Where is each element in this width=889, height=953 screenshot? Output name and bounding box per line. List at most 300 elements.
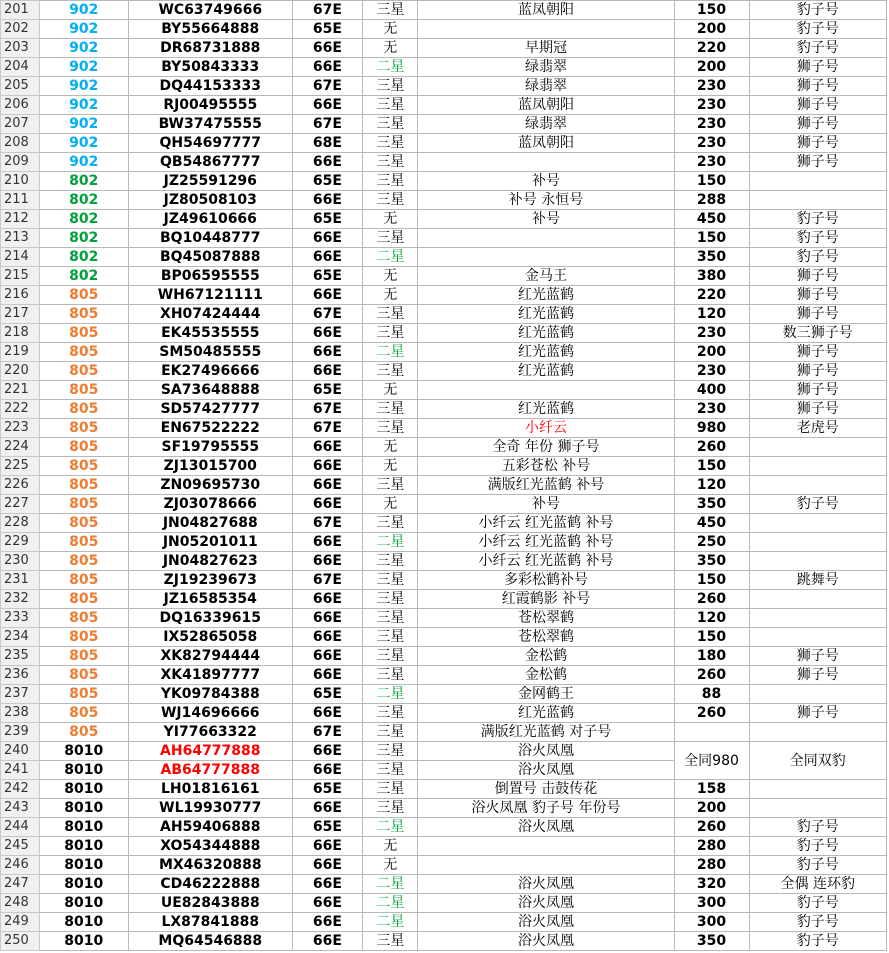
star-cell[interactable]: 三星 xyxy=(363,77,418,96)
edition-cell[interactable]: 67E xyxy=(292,305,363,324)
description-cell[interactable] xyxy=(418,20,674,39)
serial-cell[interactable]: EN67522222 xyxy=(129,419,292,438)
price-cell[interactable]: 230 xyxy=(674,400,749,419)
row-number[interactable]: 227 xyxy=(1,495,40,514)
row-number[interactable]: 228 xyxy=(1,514,40,533)
edition-cell[interactable]: 66E xyxy=(292,875,363,894)
serial-cell[interactable]: XH07424444 xyxy=(129,305,292,324)
serial-cell[interactable]: JZ16585354 xyxy=(129,590,292,609)
serial-cell[interactable]: JN04827688 xyxy=(129,514,292,533)
description-cell[interactable]: 全奇 年份 狮子号 xyxy=(418,438,674,457)
prefix-cell[interactable]: 902 xyxy=(39,96,129,115)
price-cell[interactable]: 350 xyxy=(674,495,749,514)
category-cell[interactable] xyxy=(749,552,886,571)
edition-cell[interactable]: 66E xyxy=(292,495,363,514)
description-cell[interactable]: 苍松翠鹤 xyxy=(418,609,674,628)
row-number[interactable]: 210 xyxy=(1,172,40,191)
serial-cell[interactable]: YI77663322 xyxy=(129,723,292,742)
category-cell[interactable] xyxy=(749,476,886,495)
row-number[interactable]: 229 xyxy=(1,533,40,552)
edition-cell[interactable]: 65E xyxy=(292,267,363,286)
edition-cell[interactable]: 66E xyxy=(292,324,363,343)
serial-cell[interactable]: JN04827623 xyxy=(129,552,292,571)
price-cell[interactable]: 158 xyxy=(674,780,749,799)
prefix-cell[interactable]: 902 xyxy=(39,39,129,58)
price-cell[interactable]: 450 xyxy=(674,514,749,533)
price-cell[interactable]: 260 xyxy=(674,438,749,457)
star-cell[interactable]: 三星 xyxy=(363,799,418,818)
star-cell[interactable]: 二星 xyxy=(363,913,418,932)
category-cell[interactable]: 豹子号 xyxy=(749,913,886,932)
description-cell[interactable]: 金松鹤 xyxy=(418,666,674,685)
category-cell[interactable]: 老虎号 xyxy=(749,419,886,438)
serial-cell[interactable]: DQ16339615 xyxy=(129,609,292,628)
price-cell[interactable]: 220 xyxy=(674,39,749,58)
price-cell[interactable]: 300 xyxy=(674,894,749,913)
price-cell[interactable]: 288 xyxy=(674,191,749,210)
row-number[interactable]: 238 xyxy=(1,704,40,723)
edition-cell[interactable]: 66E xyxy=(292,837,363,856)
category-cell[interactable] xyxy=(749,191,886,210)
edition-cell[interactable]: 65E xyxy=(292,818,363,837)
description-cell[interactable]: 浴火凤凰 xyxy=(418,875,674,894)
prefix-cell[interactable]: 805 xyxy=(39,685,129,704)
star-cell[interactable]: 三星 xyxy=(363,742,418,761)
row-number[interactable]: 216 xyxy=(1,286,40,305)
category-cell[interactable] xyxy=(749,628,886,647)
serial-cell[interactable]: JZ49610666 xyxy=(129,210,292,229)
price-cell[interactable]: 320 xyxy=(674,875,749,894)
price-cell[interactable]: 150 xyxy=(674,229,749,248)
edition-cell[interactable]: 65E xyxy=(292,780,363,799)
edition-cell[interactable]: 66E xyxy=(292,476,363,495)
category-cell[interactable]: 豹子号 xyxy=(749,248,886,267)
price-cell[interactable]: 150 xyxy=(674,172,749,191)
category-cell[interactable] xyxy=(749,590,886,609)
row-number[interactable]: 230 xyxy=(1,552,40,571)
row-number[interactable]: 250 xyxy=(1,932,40,951)
edition-cell[interactable]: 65E xyxy=(292,685,363,704)
star-cell[interactable]: 三星 xyxy=(363,571,418,590)
edition-cell[interactable]: 66E xyxy=(292,438,363,457)
price-cell[interactable]: 350 xyxy=(674,552,749,571)
edition-cell[interactable]: 66E xyxy=(292,153,363,172)
description-cell[interactable] xyxy=(418,153,674,172)
serial-cell[interactable]: QH54697777 xyxy=(129,134,292,153)
prefix-cell[interactable]: 802 xyxy=(39,210,129,229)
price-cell[interactable]: 380 xyxy=(674,267,749,286)
serial-cell[interactable]: ZJ19239673 xyxy=(129,571,292,590)
description-cell[interactable]: 浴火凤凰 xyxy=(418,932,674,951)
price-cell[interactable]: 全同980 xyxy=(674,742,749,780)
serial-cell[interactable]: JZ80508103 xyxy=(129,191,292,210)
star-cell[interactable]: 二星 xyxy=(363,875,418,894)
description-cell[interactable]: 绿翡翠 xyxy=(418,115,674,134)
star-cell[interactable]: 三星 xyxy=(363,305,418,324)
row-number[interactable]: 203 xyxy=(1,39,40,58)
edition-cell[interactable]: 66E xyxy=(292,894,363,913)
star-cell[interactable]: 三星 xyxy=(363,609,418,628)
category-cell[interactable]: 豹子号 xyxy=(749,894,886,913)
serial-cell[interactable]: SM50485555 xyxy=(129,343,292,362)
row-number[interactable]: 247 xyxy=(1,875,40,894)
price-cell[interactable]: 230 xyxy=(674,115,749,134)
star-cell[interactable]: 三星 xyxy=(363,324,418,343)
star-cell[interactable]: 三星 xyxy=(363,191,418,210)
description-cell[interactable] xyxy=(418,248,674,267)
row-number[interactable]: 211 xyxy=(1,191,40,210)
category-cell[interactable]: 狮子号 xyxy=(749,305,886,324)
prefix-cell[interactable]: 805 xyxy=(39,571,129,590)
description-cell[interactable]: 蓝凤朝阳 xyxy=(418,1,674,20)
edition-cell[interactable]: 66E xyxy=(292,932,363,951)
edition-cell[interactable]: 67E xyxy=(292,400,363,419)
category-cell[interactable]: 全同双豹 xyxy=(749,742,886,780)
row-number[interactable]: 208 xyxy=(1,134,40,153)
edition-cell[interactable]: 65E xyxy=(292,210,363,229)
prefix-cell[interactable]: 805 xyxy=(39,495,129,514)
prefix-cell[interactable]: 805 xyxy=(39,666,129,685)
serial-cell[interactable]: AB64777888 xyxy=(129,761,292,780)
edition-cell[interactable]: 66E xyxy=(292,248,363,267)
star-cell[interactable]: 三星 xyxy=(363,932,418,951)
prefix-cell[interactable]: 805 xyxy=(39,514,129,533)
price-cell[interactable]: 120 xyxy=(674,609,749,628)
description-cell[interactable]: 红光蓝鹤 xyxy=(418,305,674,324)
serial-cell[interactable]: EK45535555 xyxy=(129,324,292,343)
serial-cell[interactable]: BY55664888 xyxy=(129,20,292,39)
star-cell[interactable]: 三星 xyxy=(363,134,418,153)
price-cell[interactable]: 450 xyxy=(674,210,749,229)
row-number[interactable]: 232 xyxy=(1,590,40,609)
star-cell[interactable]: 三星 xyxy=(363,628,418,647)
serial-cell[interactable]: LX87841888 xyxy=(129,913,292,932)
star-cell[interactable]: 三星 xyxy=(363,647,418,666)
row-number[interactable]: 202 xyxy=(1,20,40,39)
edition-cell[interactable]: 67E xyxy=(292,77,363,96)
price-cell[interactable]: 220 xyxy=(674,286,749,305)
serial-cell[interactable]: XK82794444 xyxy=(129,647,292,666)
row-number[interactable]: 243 xyxy=(1,799,40,818)
star-cell[interactable]: 无 xyxy=(363,381,418,400)
category-cell[interactable] xyxy=(749,609,886,628)
edition-cell[interactable]: 65E xyxy=(292,172,363,191)
edition-cell[interactable]: 66E xyxy=(292,39,363,58)
description-cell[interactable]: 补号 xyxy=(418,172,674,191)
prefix-cell[interactable]: 8010 xyxy=(39,913,129,932)
row-number[interactable]: 231 xyxy=(1,571,40,590)
category-cell[interactable]: 狮子号 xyxy=(749,666,886,685)
row-number[interactable]: 214 xyxy=(1,248,40,267)
description-cell[interactable]: 浴火凤凰 豹子号 年份号 xyxy=(418,799,674,818)
price-cell[interactable]: 200 xyxy=(674,20,749,39)
prefix-cell[interactable]: 8010 xyxy=(39,894,129,913)
description-cell[interactable]: 金马王 xyxy=(418,267,674,286)
prefix-cell[interactable]: 902 xyxy=(39,77,129,96)
price-cell[interactable]: 88 xyxy=(674,685,749,704)
star-cell[interactable]: 无 xyxy=(363,20,418,39)
prefix-cell[interactable]: 802 xyxy=(39,229,129,248)
prefix-cell[interactable]: 805 xyxy=(39,438,129,457)
description-cell[interactable]: 红光蓝鹤 xyxy=(418,400,674,419)
row-number[interactable]: 236 xyxy=(1,666,40,685)
prefix-cell[interactable]: 802 xyxy=(39,248,129,267)
description-cell[interactable]: 浴火凤凰 xyxy=(418,818,674,837)
category-cell[interactable]: 狮子号 xyxy=(749,704,886,723)
category-cell[interactable]: 数三狮子号 xyxy=(749,324,886,343)
star-cell[interactable]: 无 xyxy=(363,495,418,514)
description-cell[interactable] xyxy=(418,229,674,248)
price-cell[interactable]: 150 xyxy=(674,628,749,647)
category-cell[interactable]: 跳舞号 xyxy=(749,571,886,590)
price-cell[interactable]: 200 xyxy=(674,799,749,818)
serial-cell[interactable]: EK27496666 xyxy=(129,362,292,381)
row-number[interactable]: 234 xyxy=(1,628,40,647)
prefix-cell[interactable]: 805 xyxy=(39,476,129,495)
serial-cell[interactable]: LH01816161 xyxy=(129,780,292,799)
row-number[interactable]: 218 xyxy=(1,324,40,343)
row-number[interactable]: 246 xyxy=(1,856,40,875)
price-cell[interactable]: 980 xyxy=(674,419,749,438)
prefix-cell[interactable]: 805 xyxy=(39,419,129,438)
prefix-cell[interactable]: 8010 xyxy=(39,856,129,875)
price-cell[interactable]: 260 xyxy=(674,704,749,723)
description-cell[interactable] xyxy=(418,381,674,400)
edition-cell[interactable]: 66E xyxy=(292,666,363,685)
row-number[interactable]: 224 xyxy=(1,438,40,457)
star-cell[interactable]: 二星 xyxy=(363,685,418,704)
serial-cell[interactable]: JN05201011 xyxy=(129,533,292,552)
description-cell[interactable]: 浴火凤凰 xyxy=(418,894,674,913)
prefix-cell[interactable]: 805 xyxy=(39,647,129,666)
row-number[interactable]: 233 xyxy=(1,609,40,628)
star-cell[interactable]: 无 xyxy=(363,837,418,856)
price-cell[interactable]: 230 xyxy=(674,96,749,115)
prefix-cell[interactable]: 902 xyxy=(39,58,129,77)
description-cell[interactable]: 金松鹤 xyxy=(418,647,674,666)
star-cell[interactable]: 二星 xyxy=(363,343,418,362)
price-cell[interactable]: 180 xyxy=(674,647,749,666)
row-number[interactable]: 213 xyxy=(1,229,40,248)
serial-cell[interactable]: ZJ13015700 xyxy=(129,457,292,476)
serial-cell[interactable]: DQ44153333 xyxy=(129,77,292,96)
row-number[interactable]: 215 xyxy=(1,267,40,286)
prefix-cell[interactable]: 805 xyxy=(39,286,129,305)
prefix-cell[interactable]: 802 xyxy=(39,191,129,210)
prefix-cell[interactable]: 802 xyxy=(39,172,129,191)
price-cell[interactable]: 200 xyxy=(674,343,749,362)
serial-cell[interactable]: QB54867777 xyxy=(129,153,292,172)
serial-cell[interactable]: IX52865058 xyxy=(129,628,292,647)
row-number[interactable]: 201 xyxy=(1,1,40,20)
price-cell[interactable]: 230 xyxy=(674,77,749,96)
edition-cell[interactable]: 67E xyxy=(292,419,363,438)
description-cell[interactable]: 补号 xyxy=(418,210,674,229)
prefix-cell[interactable]: 8010 xyxy=(39,837,129,856)
edition-cell[interactable]: 67E xyxy=(292,115,363,134)
prefix-cell[interactable]: 8010 xyxy=(39,761,129,780)
price-cell[interactable]: 230 xyxy=(674,362,749,381)
description-cell[interactable] xyxy=(418,837,674,856)
prefix-cell[interactable]: 902 xyxy=(39,153,129,172)
row-number[interactable]: 245 xyxy=(1,837,40,856)
row-number[interactable]: 206 xyxy=(1,96,40,115)
category-cell[interactable]: 全偶 连环豹 xyxy=(749,875,886,894)
category-cell[interactable]: 豹子号 xyxy=(749,932,886,951)
description-cell[interactable]: 绿翡翠 xyxy=(418,58,674,77)
prefix-cell[interactable]: 805 xyxy=(39,533,129,552)
price-cell[interactable]: 150 xyxy=(674,457,749,476)
serial-cell[interactable]: WC63749666 xyxy=(129,1,292,20)
edition-cell[interactable]: 67E xyxy=(292,723,363,742)
category-cell[interactable]: 豹子号 xyxy=(749,20,886,39)
star-cell[interactable]: 三星 xyxy=(363,590,418,609)
star-cell[interactable]: 三星 xyxy=(363,476,418,495)
prefix-cell[interactable]: 805 xyxy=(39,343,129,362)
category-cell[interactable]: 豹子号 xyxy=(749,1,886,20)
description-cell[interactable]: 满版红光蓝鹤 对子号 xyxy=(418,723,674,742)
price-cell[interactable]: 250 xyxy=(674,533,749,552)
description-cell[interactable]: 五彩苍松 补号 xyxy=(418,457,674,476)
description-cell[interactable]: 小纤云 红光蓝鹤 补号 xyxy=(418,514,674,533)
row-number[interactable]: 217 xyxy=(1,305,40,324)
star-cell[interactable]: 三星 xyxy=(363,552,418,571)
star-cell[interactable]: 三星 xyxy=(363,229,418,248)
category-cell[interactable] xyxy=(749,533,886,552)
serial-cell[interactable]: AH59406888 xyxy=(129,818,292,837)
prefix-cell[interactable]: 805 xyxy=(39,552,129,571)
price-cell[interactable]: 350 xyxy=(674,932,749,951)
price-cell[interactable]: 230 xyxy=(674,153,749,172)
star-cell[interactable]: 无 xyxy=(363,286,418,305)
description-cell[interactable]: 苍松翠鹤 xyxy=(418,628,674,647)
prefix-cell[interactable]: 805 xyxy=(39,457,129,476)
star-cell[interactable]: 三星 xyxy=(363,761,418,780)
edition-cell[interactable]: 66E xyxy=(292,533,363,552)
description-cell[interactable]: 浴火凤凰 xyxy=(418,913,674,932)
category-cell[interactable] xyxy=(749,172,886,191)
row-number[interactable]: 248 xyxy=(1,894,40,913)
description-cell[interactable]: 红光蓝鹤 xyxy=(418,343,674,362)
star-cell[interactable]: 二星 xyxy=(363,533,418,552)
row-number[interactable]: 221 xyxy=(1,381,40,400)
row-number[interactable]: 241 xyxy=(1,761,40,780)
star-cell[interactable]: 无 xyxy=(363,856,418,875)
row-number[interactable]: 204 xyxy=(1,58,40,77)
prefix-cell[interactable]: 8010 xyxy=(39,780,129,799)
star-cell[interactable]: 无 xyxy=(363,210,418,229)
edition-cell[interactable]: 65E xyxy=(292,20,363,39)
description-cell[interactable]: 早期冠 xyxy=(418,39,674,58)
price-cell[interactable]: 350 xyxy=(674,248,749,267)
row-number[interactable]: 223 xyxy=(1,419,40,438)
serial-cell[interactable]: MX46320888 xyxy=(129,856,292,875)
edition-cell[interactable]: 66E xyxy=(292,191,363,210)
star-cell[interactable]: 二星 xyxy=(363,58,418,77)
price-cell[interactable]: 260 xyxy=(674,818,749,837)
row-number[interactable]: 209 xyxy=(1,153,40,172)
star-cell[interactable]: 无 xyxy=(363,438,418,457)
serial-cell[interactable]: ZJ03078666 xyxy=(129,495,292,514)
category-cell[interactable] xyxy=(749,457,886,476)
price-cell[interactable]: 120 xyxy=(674,305,749,324)
serial-cell[interactable]: XK41897777 xyxy=(129,666,292,685)
edition-cell[interactable]: 67E xyxy=(292,1,363,20)
category-cell[interactable]: 豹子号 xyxy=(749,39,886,58)
description-cell[interactable]: 红光蓝鹤 xyxy=(418,704,674,723)
row-number[interactable]: 222 xyxy=(1,400,40,419)
edition-cell[interactable]: 67E xyxy=(292,514,363,533)
category-cell[interactable]: 豹子号 xyxy=(749,229,886,248)
serial-cell[interactable]: ZN09695730 xyxy=(129,476,292,495)
category-cell[interactable]: 狮子号 xyxy=(749,343,886,362)
edition-cell[interactable]: 66E xyxy=(292,761,363,780)
prefix-cell[interactable]: 805 xyxy=(39,609,129,628)
prefix-cell[interactable]: 8010 xyxy=(39,742,129,761)
description-cell[interactable]: 金网鹤王 xyxy=(418,685,674,704)
description-cell[interactable]: 小纤云 xyxy=(418,419,674,438)
row-number[interactable]: 212 xyxy=(1,210,40,229)
description-cell[interactable]: 小纤云 红光蓝鹤 补号 xyxy=(418,552,674,571)
prefix-cell[interactable]: 902 xyxy=(39,1,129,20)
prefix-cell[interactable]: 805 xyxy=(39,590,129,609)
edition-cell[interactable]: 66E xyxy=(292,457,363,476)
category-cell[interactable]: 狮子号 xyxy=(749,362,886,381)
prefix-cell[interactable]: 805 xyxy=(39,723,129,742)
edition-cell[interactable]: 66E xyxy=(292,362,363,381)
edition-cell[interactable]: 66E xyxy=(292,647,363,666)
price-cell[interactable]: 120 xyxy=(674,476,749,495)
serial-cell[interactable]: BP06595555 xyxy=(129,267,292,286)
edition-cell[interactable]: 66E xyxy=(292,552,363,571)
price-cell[interactable]: 260 xyxy=(674,666,749,685)
serial-cell[interactable]: JZ25591296 xyxy=(129,172,292,191)
star-cell[interactable]: 三星 xyxy=(363,96,418,115)
serial-cell[interactable]: AH64777888 xyxy=(129,742,292,761)
price-cell[interactable]: 230 xyxy=(674,134,749,153)
edition-cell[interactable]: 66E xyxy=(292,590,363,609)
description-cell[interactable]: 小纤云 红光蓝鹤 补号 xyxy=(418,533,674,552)
star-cell[interactable]: 三星 xyxy=(363,115,418,134)
row-number[interactable]: 237 xyxy=(1,685,40,704)
row-number[interactable]: 242 xyxy=(1,780,40,799)
row-number[interactable]: 219 xyxy=(1,343,40,362)
star-cell[interactable]: 三星 xyxy=(363,514,418,533)
category-cell[interactable]: 狮子号 xyxy=(749,267,886,286)
star-cell[interactable]: 三星 xyxy=(363,1,418,20)
serial-cell[interactable]: SD57427777 xyxy=(129,400,292,419)
star-cell[interactable]: 三星 xyxy=(363,780,418,799)
serial-cell[interactable]: RJ00495555 xyxy=(129,96,292,115)
edition-cell[interactable]: 66E xyxy=(292,343,363,362)
description-cell[interactable]: 蓝凤朝阳 xyxy=(418,134,674,153)
serial-cell[interactable]: BY50843333 xyxy=(129,58,292,77)
description-cell[interactable]: 蓝凤朝阳 xyxy=(418,96,674,115)
row-number[interactable]: 239 xyxy=(1,723,40,742)
edition-cell[interactable]: 66E xyxy=(292,96,363,115)
description-cell[interactable]: 绿翡翠 xyxy=(418,77,674,96)
row-number[interactable]: 207 xyxy=(1,115,40,134)
serial-cell[interactable]: SF19795555 xyxy=(129,438,292,457)
prefix-cell[interactable]: 902 xyxy=(39,20,129,39)
star-cell[interactable]: 三星 xyxy=(363,419,418,438)
prefix-cell[interactable]: 802 xyxy=(39,267,129,286)
prefix-cell[interactable]: 805 xyxy=(39,400,129,419)
category-cell[interactable]: 狮子号 xyxy=(749,96,886,115)
category-cell[interactable]: 狮子号 xyxy=(749,286,886,305)
price-cell[interactable]: 260 xyxy=(674,590,749,609)
edition-cell[interactable]: 68E xyxy=(292,134,363,153)
